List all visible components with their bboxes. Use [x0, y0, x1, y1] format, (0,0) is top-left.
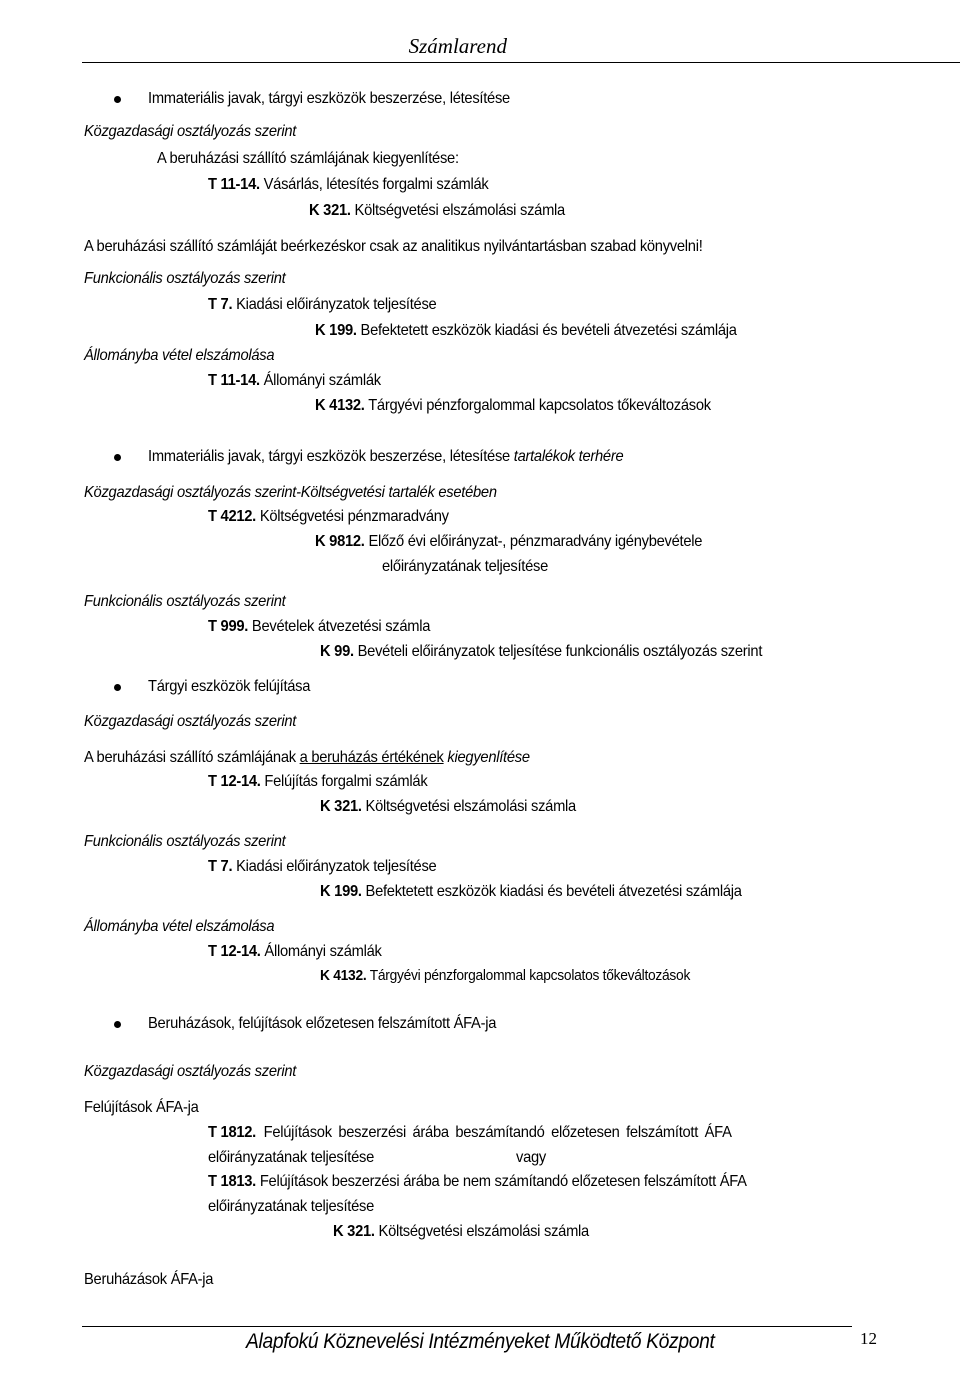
page-number: 12 — [860, 1329, 877, 1348]
entry-line: K 321. Költségvetési elszámolási számla — [320, 798, 576, 815]
entry-line: T 12-14. Felújítás forgalmi számlák — [208, 773, 428, 790]
entry-line: T 11-14. Állományi számlák — [208, 372, 381, 389]
entry-line: K 199. Befektetett eszközök kiadási és bevételi átvezetési számlája — [320, 883, 742, 900]
entry-line: K 99. Bevételi előirányzatok teljesítése funkcionális osztályozás szerint — [320, 643, 763, 660]
body-text: vagy — [516, 1149, 547, 1166]
bullet-icon — [114, 1021, 121, 1028]
heading-text: Immateriális javak, tárgyi eszközök beszerzése, létesítése tartalékok terhére — [148, 448, 624, 465]
body-text: Beruházások ÁFA-ja — [84, 1271, 214, 1288]
entry-line: K 4132. Tárgyévi pénzforgalommal kapcsolatos tőkeváltozások — [315, 397, 711, 414]
classification-label: Közgazdasági osztályozás szerint — [84, 1063, 297, 1080]
entry-line: K 321. Költségvetési elszámolási számla — [333, 1223, 589, 1240]
bullet-icon — [114, 684, 121, 691]
body-text: Felújítások ÁFA-ja — [84, 1099, 199, 1116]
bullet-icon — [114, 96, 121, 103]
entry-line: T 7. Kiadási előirányzatok teljesítése — [208, 296, 437, 313]
entry-line: T 12-14. Állományi számlák — [208, 943, 382, 960]
body-text: A beruházási szállító számláját beérkezéskor csak az analitikus nyilvántartásban szabad könyvelni! — [84, 238, 703, 255]
heading-text: Tárgyi eszközök felújítása — [148, 678, 311, 695]
classification-label: Állományba vétel elszámolása — [84, 918, 275, 935]
entry-line-continued: előirányzatának teljesítése — [208, 1149, 375, 1166]
classification-label: Funkcionális osztályozás szerint — [84, 833, 286, 850]
entry-line: T 4212. Költségvetési pénzmaradvány — [208, 508, 449, 525]
heading-text: Immateriális javak, tárgyi eszközök beszerzése, létesítése — [148, 90, 510, 107]
entry-line: T 1813. Felújítások beszerzési árába be nem számítandó előzetesen felszámított ÁFA — [208, 1173, 747, 1190]
entry-line: T 11-14. Vásárlás, létesítés forgalmi számlák — [208, 176, 489, 193]
entry-line-continued: előirányzatának teljesítése — [208, 1198, 375, 1215]
classification-label: Funkcionális osztályozás szerint — [84, 593, 286, 610]
entry-line: K 321. Költségvetési elszámolási számla — [309, 202, 565, 219]
body-text: A beruházási szállító számlájának kiegyenlítése: — [157, 150, 459, 167]
classification-label: Közgazdasági osztályozás szerint — [84, 123, 297, 140]
footer-text: Alapfokú Köznevelési Intézményeket Működtető Központ — [246, 1330, 715, 1353]
entry-line: T 1812. Felújítások beszerzési árába beszámítandó előzetesen felszámított ÁFA — [208, 1124, 732, 1141]
header-title: Számlarend — [408, 34, 507, 58]
header-rule — [82, 62, 960, 63]
footer-rule — [82, 1326, 852, 1327]
entry-line: K 4132. Tárgyévi pénzforgalommal kapcsolatos tőkeváltozások — [320, 967, 691, 984]
entry-line: T 7. Kiadási előirányzatok teljesítése — [208, 858, 437, 875]
entry-line: T 999. Bevételek átvezetési számla — [208, 618, 431, 635]
classification-label: Közgazdasági osztályozás szerint — [84, 713, 297, 730]
entry-line-continued: előirányzatának teljesítése — [382, 558, 549, 575]
bullet-icon — [114, 454, 121, 461]
classification-label: Közgazdasági osztályozás szerint-Költségvetési tartalék esetében — [84, 484, 497, 501]
heading-text: Beruházások, felújítások előzetesen felszámított ÁFA-ja — [148, 1015, 497, 1032]
entry-line: K 9812. Előző évi előirányzat-, pénzmaradvány igénybevétele — [315, 533, 703, 550]
classification-label: Állományba vétel elszámolása — [84, 347, 275, 364]
body-text: A beruházási szállító számlájának a beruházás értékének kiegyenlítése — [84, 749, 530, 766]
entry-line: K 199. Befektetett eszközök kiadási és bevételi átvezetési számlája — [315, 322, 737, 339]
classification-label: Funkcionális osztályozás szerint — [84, 270, 286, 287]
